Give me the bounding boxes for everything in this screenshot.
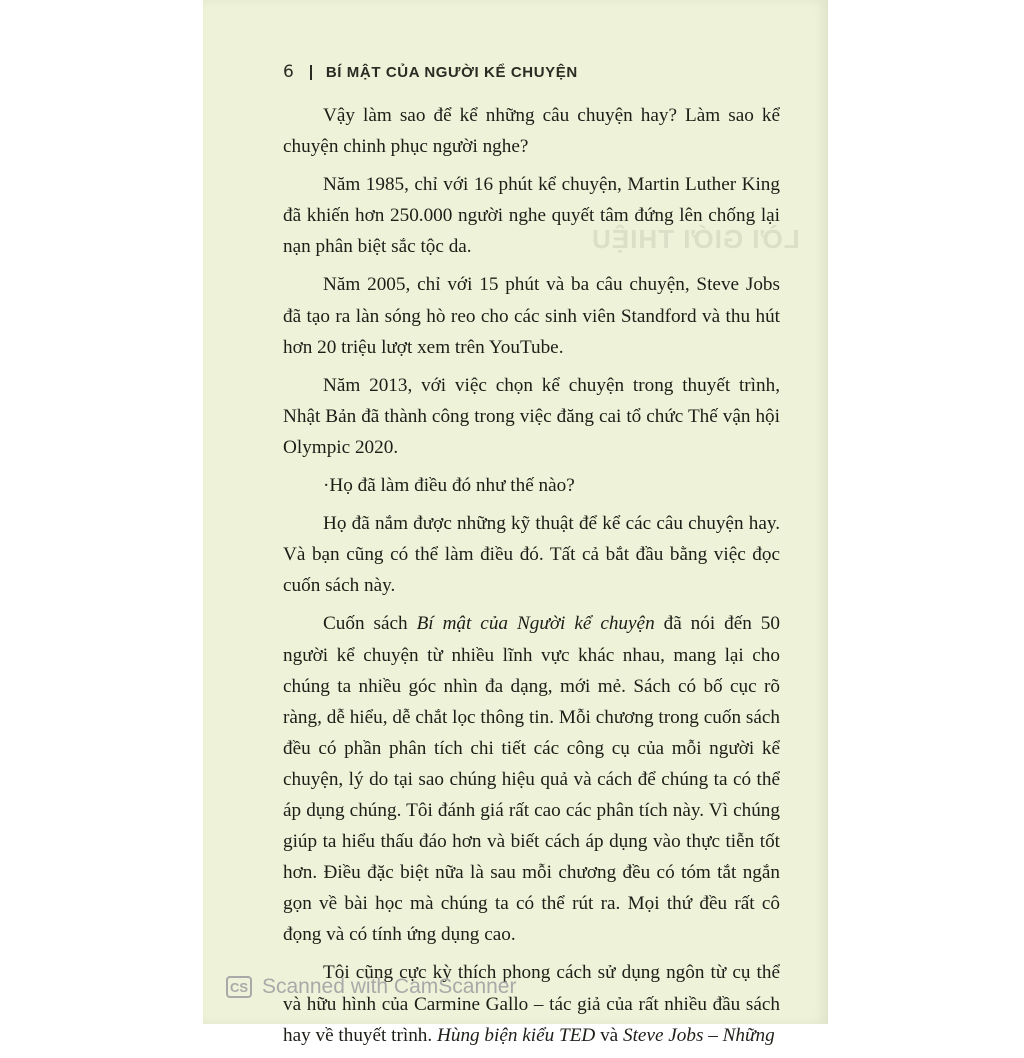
book-title-italic: Steve Jobs – Những — [623, 1024, 775, 1046]
running-title: BÍ MẬT CỦA NGƯỜI KỂ CHUYỆN — [325, 63, 578, 81]
paragraph: Họ đã nắm được những kỹ thuật để kể các câu chuyện hay. Và bạn cũng có thể làm điều đó. Tất cả bắt đầu bằng việc đọc cuốn sách này. — [283, 513, 780, 597]
paragraph-text: Cuốn sách — [323, 613, 417, 635]
paragraph: ·Họ đã làm điều đó như thế nào? — [323, 475, 575, 497]
watermark-text: Scanned with CamScanner — [262, 975, 517, 998]
paragraph: Năm 1985, chỉ với 16 phút kể chuyện, Martin Luther King đã khiến hơn 250.000 người nghe quyết tâm đứng lên chống lại nạn phân biệt sắc tộc da. — [283, 174, 780, 258]
paragraph: Năm 2013, với việc chọn kể chuyện trong thuyết trình, Nhật Bản đã thành công trong việc đăng cai tổ chức Thế vận hội Olympic 2020. — [283, 374, 780, 458]
paragraph-text: đã nói đến 50 người kể chuyện từ nhiều lĩnh vực khác nhau, mang lại cho chúng ta nhiều góc nhìn đa dạng, mới mẻ. Sách có bố cục rõ ràng, dễ hiểu, dễ chắt lọc thông tin. Mỗi chương trong cuốn sách đều có phần phân tích chi tiết các công cụ của mỗi người kể chuyện, lý do tại sao chúng hiệu quả và cách để chúng ta có thể áp dụng chúng. Tôi đánh giá rất cao các phân tích này. Vì chúng giúp ta hiểu thấu đáo hơn và biết cách áp dụng vào thực tiễn tốt hơn. Điều đặc biệt nữa là sau mỗi chương đều có tóm tắt ngắn gọn về bài học mà chúng ta có thể rút ra. Mọi thứ đều rất cô đọng và có tính ứng dụng cao. — [283, 613, 780, 946]
page-number: 6 — [283, 62, 294, 82]
paragraph-text: và — [595, 1024, 623, 1046]
body-text — [283, 100, 780, 1058]
book-title-italic: Hùng biện kiểu TED — [437, 1024, 596, 1046]
bleed-through-text: LỜI GIỚI THIỆU — [591, 224, 800, 254]
paragraph: Vậy làm sao để kể những câu chuyện hay? Làm sao kể chuyện chinh phục người nghe? — [283, 105, 780, 158]
paragraph-text: Tôi cũng cực kỳ thích phong cách sử dụng ngôn từ cụ thể và hữu hình của Carmine Gallo – tác giả của rất nhiều đầu sách hay về thuyết trình. — [283, 962, 780, 1046]
paragraph — [283, 608, 780, 950]
header-separator — [310, 65, 312, 80]
paragraph: Năm 2005, chỉ với 15 phút và ba câu chuyện, Steve Jobs đã tạo ra làn sóng hò reo cho các sinh viên Standford và thu hút hơn 20 triệu lượt xem trên YouTube. — [283, 274, 780, 358]
camscanner-watermark — [226, 975, 516, 999]
paragraph — [283, 957, 780, 1050]
page-header — [283, 62, 578, 82]
camscanner-icon: CS — [226, 976, 252, 998]
book-page — [203, 0, 828, 1046]
book-title-italic: Bí mật của Người kể chuyện — [416, 613, 655, 635]
